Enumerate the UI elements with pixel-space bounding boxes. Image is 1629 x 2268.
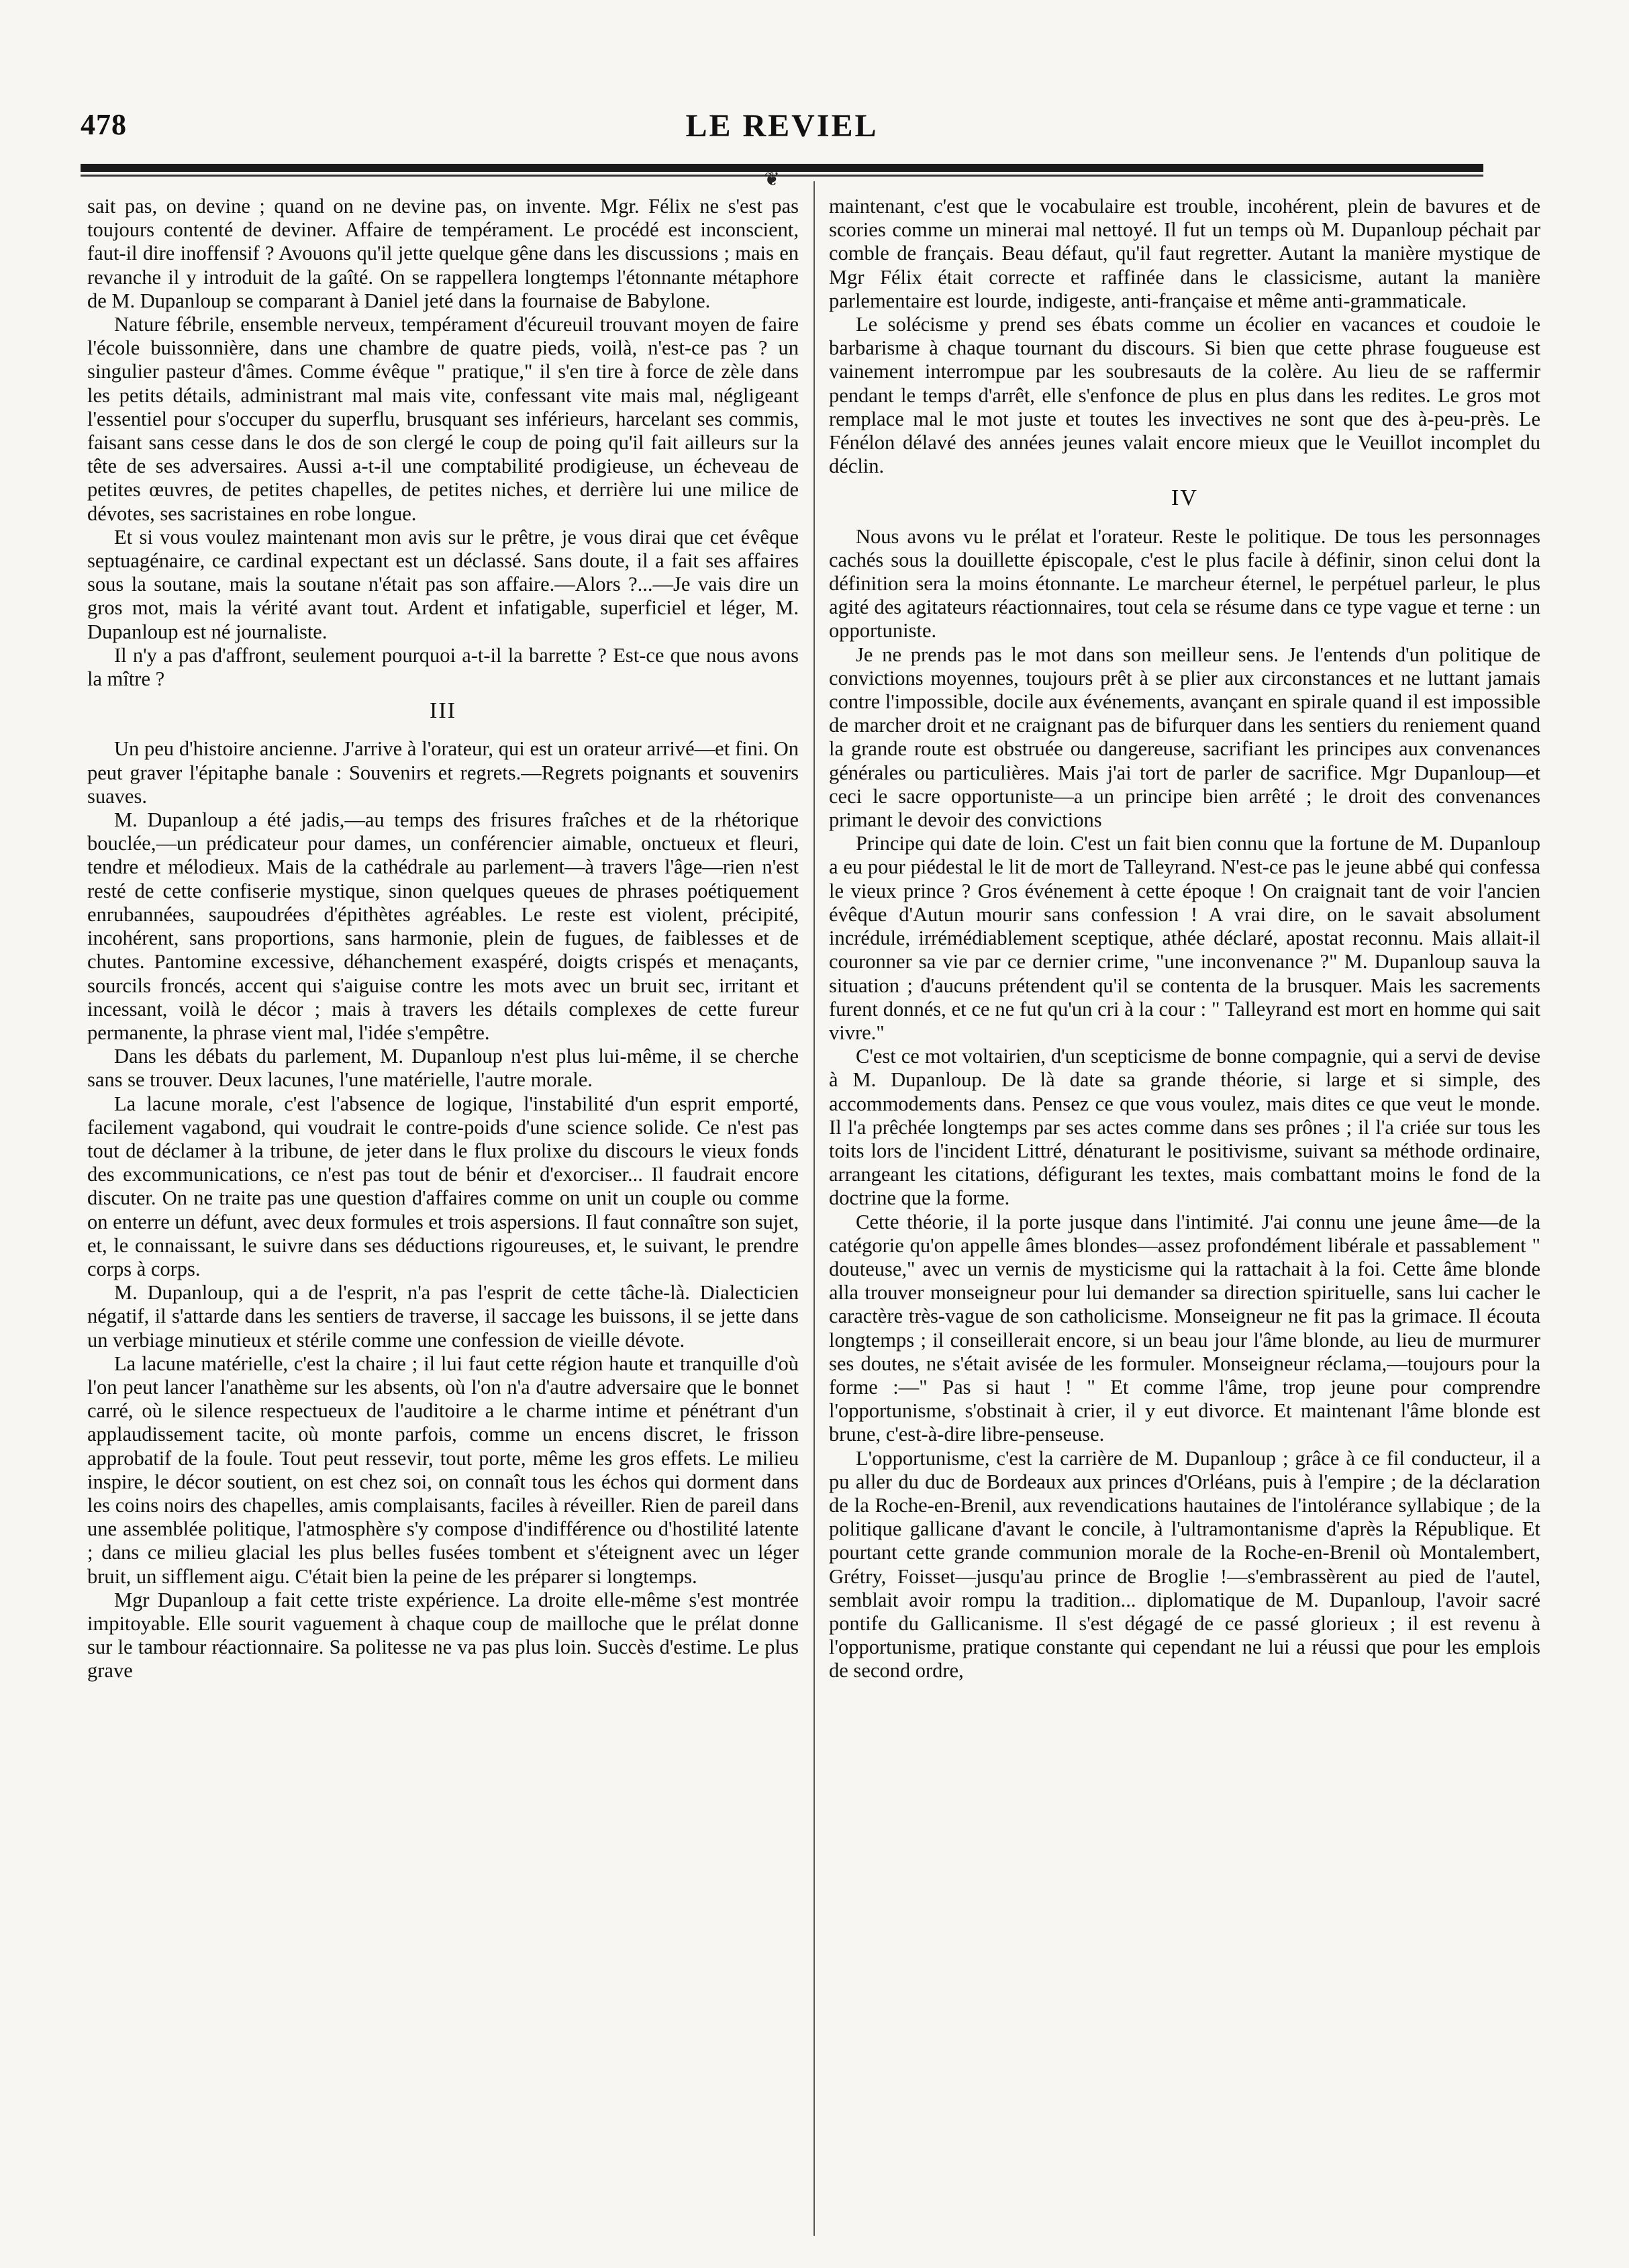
page-number: 478: [81, 108, 127, 141]
page-header: [81, 101, 1483, 148]
paragraph: Et si vous voulez maintenant mon avis sur le prêtre, je vous dirai que cet évêque septuagénaire, ce cardinal expectant est un déclassé. Sans doute, il a fait ses affaires sous la soutane, mais la soutane n'était pas son affaire.—Alors ?...—Je vais dire un gros mot, mais la vérité avant tout. Ardent et infatigable, superficiel et léger, M. Dupanloup est né journaliste.: [87, 525, 799, 643]
paragraph: maintenant, c'est que le vocabulaire est trouble, incohérent, plein de bavures et de scories comme un minerai mal nettoyé. Il fut un temps où M. Dupanloup péchait par comble de français. Beau défaut, qu'il faut regretter. Autant la manière mystique de Mgr Félix était correcte et raffinée dans le classicisme, autant la manière parlementaire est lourde, indigeste, anti-française et même anti-grammaticale.: [829, 195, 1540, 312]
paragraph: Un peu d'histoire ancienne. J'arrive à l'orateur, qui est un orateur arrivé—et fini. On peut graver l'épitaphe banale : Souvenirs et regrets.—Regrets poignants et souvenirs suaves.: [87, 737, 799, 808]
paragraph: C'est ce mot voltairien, d'un scepticisme de bonne compagnie, qui a servi de devise à M. Dupanloup. De là date sa grande théorie, si large et si simple, des accommodements dans. Pensez ce que vous voulez, mais dites ce que veut le monde. Il l'a prêchée longtemps par ses actes comme dans ses prônes ; il l'a criée sur tous les toits lors de l'incident Littré, dénaturant le positivisme, suivant sa méthode ordinaire, arrangeant les citations, défigurant les textes, mais combattant moins le fond de la doctrine que la forme.: [829, 1045, 1540, 1210]
section-heading-iv: IV: [1171, 485, 1198, 511]
right-column: [829, 195, 1540, 1683]
paragraph: sait pas, on devine ; quand on ne devine pas, on invente. Mgr. Félix ne s'est pas toujours contenté de deviner. Affaire de tempérament. Le procédé est inconscient, faut-il dire inoffensif ? Avouons qu'il jette quelque gêne dans les discussions ; mais en revanche il y introduit de la gaîté. On se rappellera longtemps l'étonnante métaphore de M. Dupanloup se comparant à Daniel jeté dans la fournaise de Babylone.: [87, 195, 799, 312]
paragraph: Cette théorie, il la porte jusque dans l'intimité. J'ai connu une jeune âme—de la catégorie qu'on appelle âmes blondes—assez profondément libérale et passablement " douteuse," avec un vernis de mysticisme qui la rattachait à la foi. Cette âme blonde alla trouver monseigneur pour lui demander sa direction spirituelle, sans lui cacher le caractère très-vague de son catholicisme. Monseigneur ne fit pas la grimace. Il écouta longtemps ; il conseillerait encore, si un beau jour l'âme blonde, au lieu de murmurer ses doutes, ne s'était avisée de les formuler. Monseigneur réclama,—toujours pour la forme :—" Pas si haut ! " Et comme l'âme, trop jeune pour comprendre l'opportunisme, s'obstinait à crier, il y eut divorce. Et maintenant l'âme blonde est brune, c'est-à-dire libre-penseuse.: [829, 1210, 1540, 1446]
journal-title: LE REVIEL: [685, 108, 879, 144]
paragraph: L'opportunisme, c'est la carrière de M. Dupanloup ; grâce à ce fil conducteur, il a pu aller du duc de Bordeaux aux princes d'Orléans, puis à l'empire ; de la déclaration de la Roche-en-Brenil, aux revendications hautaines de l'intolérance syllabique ; de la politique gallicane d'avant le concile, à l'ultramontanisme d'après la République. Et pourtant cette grande communion morale de la Roche-en-Brenil où Montalembert, Grétry, Foisset—jusqu'au prince de Broglie !—s'embrassèrent au pied de l'autel, semblait avoir rompu la tradition... diplomatique de M. Dupanloup, l'avoir sacré pontife du Gallicanisme. Il s'est dégagé de ce passé glorieux ; il est revenu à l'opportunisme, pratique constante qui cependant ne lui a réussi que pour les emplois de second ordre,: [829, 1446, 1540, 1683]
column-divider: [813, 181, 815, 2236]
paragraph: Dans les débats du parlement, M. Dupanloup n'est plus lui-même, il se cherche sans se trouver. Deux lacunes, l'une matérielle, l'autre morale.: [87, 1045, 799, 1092]
paragraph: Nature fébrile, ensemble nerveux, tempérament d'écureuil trouvant moyen de faire l'école buissonnière, dans une chambre de quatre pieds, voilà, n'est-ce pas ? un singulier pasteur d'âmes. Comme évêque " pratique," il s'en tire à force de zèle dans les petits détails, administrant mal mais vite, confessant vite mais mal, négligeant l'essentiel pour s'occuper du superflu, brusquant ses inférieurs, harcelant ses commis, faisant sans cesse dans le dos de son clergé le coup de poing qu'il fait ailleurs sur la tête de ses adversaires. Aussi a-t-il une comptabilité prodigieuse, un écheveau de petites œuvres, de petites chapelles, de petites niches, et derrière lui une milice de dévotes, ses sacristaines en robe longue.: [87, 313, 799, 525]
ornament-icon: ❦: [764, 168, 780, 190]
paragraph: La lacune matérielle, c'est la chaire ; il lui faut cette région haute et tranquille d'où l'on peut lancer l'anathème sur les absents, où l'on n'a d'autre adversaire que le bonnet carré, où le silence respectueux de l'auditoire a le charme intime et pénétrant d'un applaudissement tacite, où monte parfois, comme un encens discret, le frisson approbatif de la foule. Tout peut ressevir, tout porte, même les gros effets. Le milieu inspire, le décor soutient, on est chez soi, on connaît tous les échos qui dorment dans les coins noirs des chapelles, amis complaisants, faciles à réveiller. Rien de pareil dans une assemblée politique, l'atmosphère s'y compose d'indifférence ou d'hostilité latente ; dans ce milieu glacial les plus belles fusées tombent et s'éteignent avec un léger bruit, un sifflement aigu. C'était bien la peine de les préparer si longtemps.: [87, 1352, 799, 1588]
paragraph: M. Dupanloup a été jadis,—au temps des frisures fraîches et de la rhétorique bouclée,—un prédicateur pour dames, un conférencier aimable, onctueux et fleuri, tendre et mélodieux. Mais de la cathédrale au parlement—à travers l'âge—rien n'est resté de cette confiserie mystique, sinon quelques queues de phrases poétiquement enrubannées, saupoudrées d'épithètes agréables. Le reste est violent, précipité, incohérent, sans proportions, sans harmonie, plein de fugues, de faiblesses et de chutes. Pantomine excessive, déhanchement exaspéré, doigts crispés et menaçants, sourcils froncés, accent qui s'aiguise contre les mots avec un bruit sec, irritant et incessant, voilà le décor ; mais à travers les détails complexes de cette fureur permanente, la phrase vient mal, l'idée s'empêtre.: [87, 808, 799, 1044]
paragraph: La lacune morale, c'est l'absence de logique, l'instabilité d'un esprit emporté, facilement vagabond, qui voudrait le contre-poids d'une science solide. Ce n'est pas tout de déclamer à la tribune, de jeter dans le flux prolixe du discours le vieux fonds des excommunications, ce n'est pas tout de bénir et d'exorciser... Il faudrait encore discuter. On ne traite pas une question d'affaires comme on unit un couple ou comme on enterre un défunt, avec deux formules et trois aspersions. Il faut connaître son sujet, et, le connaissant, le suivre dans ses déductions rigoureuses, et, le suivant, le prendre corps à corps.: [87, 1092, 799, 1280]
paragraph: M. Dupanloup, qui a de l'esprit, n'a pas l'esprit de cette tâche-là. Dialecticien négatif, il s'attarde dans les sentiers de traverse, il saccage les buissons, il se jette dans un verbiage minutieux et stérile comme une confession de vieille dévote.: [87, 1281, 799, 1352]
paragraph: Nous avons vu le prélat et l'orateur. Reste le politique. De tous les personnages cachés sous la douillette épiscopale, c'est le plus facile à définir, sinon celui dont la définition sera la moins étonnante. Le marcheur éternel, le perpétuel parleur, le plus agité des agitateurs réactionnaires, tout cela se résume dans ce type vague et terne : un opportuniste.: [829, 524, 1540, 643]
left-column: [87, 195, 799, 1683]
section-heading-iii: III: [430, 698, 456, 724]
paragraph: Mgr Dupanloup a fait cette triste expérience. La droite elle-même s'est montrée impitoyable. Elle sourit vaguement à chaque coup de mailloche que le prélat donne sur le tambour réactionnaire. Sa politesse ne va pas plus loin. Succès d'estime. Le plus grave: [87, 1588, 799, 1683]
paragraph: Principe qui date de loin. C'est un fait bien connu que la fortune de M. Dupanloup a eu pour piédestal le lit de mort de Talleyrand. N'est-ce pas le jeune abbé qui confessa le vieux prince ? Gros événement à cette époque ! On craignait tant de voir l'ancien évêque d'Autun mourir sans confession ! A vrai dire, on le savait absolument incrédule, irrémédiablement sceptique, athée déclaré, apostat reconnu. Mais allait-il couronner sa vie par ce dernier crime, "une inconvenance ?" M. Dupanloup sauva la situation ; d'aucuns prétendent qu'il se contenta de la brusquer. Mais les sacrements furent donnés, et ce ne fut qu'un cri à la cour : " Talleyrand est mort en homme qui sait vivre.": [829, 832, 1540, 1044]
paragraph: Le solécisme y prend ses ébats comme un écolier en vacances et coudoie le barbarisme à chaque tournant du discours. Si bien que cette phrase fougueuse est vainement interrompue par les soubresauts de la colère. Au lieu de se raffermir pendant le temps d'arrêt, elle s'enfonce de plus en plus dans les redites. Le gros mot remplace mal le mot juste et toutes les invectives ne sont que des à-peu-près. Le Fénélon délavé des années jeunes valait encore mieux que le Veuillot incomplet du déclin.: [829, 313, 1540, 478]
paragraph: Je ne prends pas le mot dans son meilleur sens. Je l'entends d'un politique de convictions moyennes, toujours prêt à se plier aux circonstances et ne luttant jamais contre l'impossible, docile aux événements, avançant en spirale quand il est impossible de marcher droit et ne craignant pas de bifurquer dans les sentiers du reniement quand la grande route est obstruée ou dangereuse, sacrifiant les principes aux convenances générales ou particulières. Mais j'ai tort de parler de sacrifice. Mgr Dupanloup—et ceci le sacre opportuniste—a un principe bien arrêté ; le droit des convenances primant le devoir des convictions: [829, 643, 1540, 832]
paragraph: Il n'y a pas d'affront, seulement pourquoi a-t-il la barrette ? Est-ce que nous avons la mître ?: [87, 643, 799, 691]
